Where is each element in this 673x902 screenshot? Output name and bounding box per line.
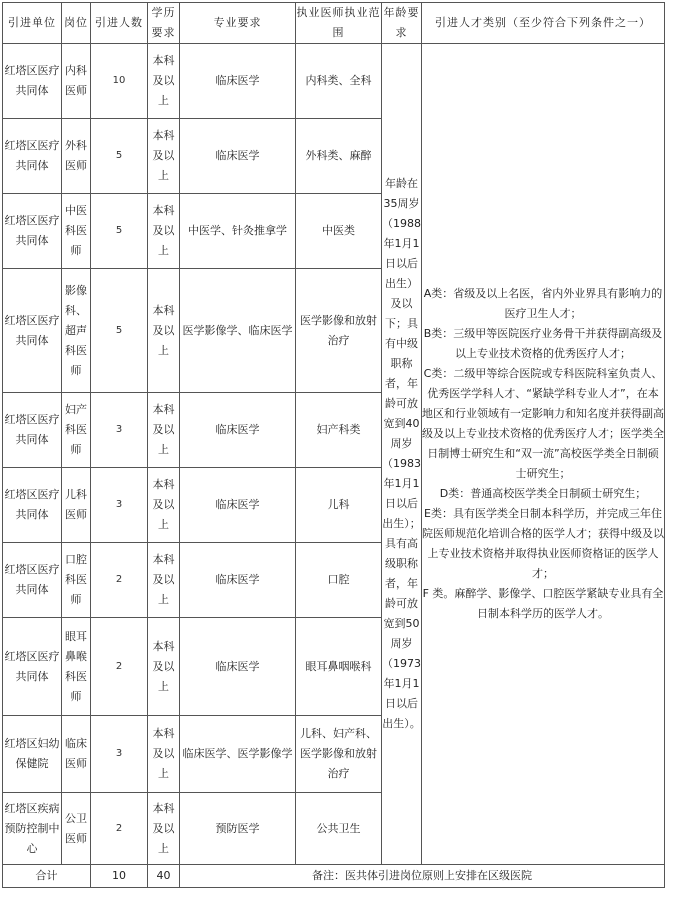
major-cell: 临床医学 (180, 468, 296, 543)
education-cell: 本科及以上 (148, 468, 180, 543)
talent-category-c: C类：二级甲等综合医院或专科医院科室负责人、优秀医学学科人才、“紧缺学科专业人才”，在本地区和行业领域有一定影响力和知名度并获得副高级及以上专业技术资格的优秀医疗人才；医学类全日制博士研究生和“双一流”高校医学类全日制硕士研究生； (422, 367, 664, 480)
header-major: 专业要求 (180, 3, 296, 44)
remark-note: 备注：医共体引进岗位原则上安排在区级医院 (180, 865, 665, 888)
post-cell: 口腔科医师 (62, 543, 91, 618)
major-cell: 临床医学 (180, 44, 296, 119)
education-cell: 本科及以上 (148, 543, 180, 618)
education-cell: 本科及以上 (148, 716, 180, 793)
major-cell: 临床医学 (180, 393, 296, 468)
unit-cell: 红塔区医疗共同体 (3, 194, 62, 269)
post-cell: 公卫医师 (62, 793, 91, 865)
education-cell: 本科及以上 (148, 119, 180, 194)
education-cell: 本科及以上 (148, 269, 180, 393)
unit-cell: 红塔区医疗共同体 (3, 393, 62, 468)
unit-cell: 红塔区医疗共同体 (3, 618, 62, 716)
scope-cell: 中医类 (296, 194, 382, 269)
post-cell: 中医科医师 (62, 194, 91, 269)
total-label: 合计 (3, 865, 91, 888)
scope-cell: 眼耳鼻咽喉科 (296, 618, 382, 716)
education-cell: 本科及以上 (148, 194, 180, 269)
unit-cell: 红塔区医疗共同体 (3, 44, 62, 119)
major-cell: 预防医学 (180, 793, 296, 865)
header-talent: 引进人才类别（至少符合下列条件之一） (422, 3, 665, 44)
post-cell: 儿科医师 (62, 468, 91, 543)
count-cell: 3 (91, 716, 148, 793)
education-cell: 本科及以上 (148, 793, 180, 865)
major-cell: 临床医学 (180, 543, 296, 618)
header-education: 学历要求 (148, 3, 180, 44)
talent-category-b: B类：三级甲等医院医疗业务骨干并获得副高级及以上专业技术资格的优秀医疗人才； (423, 327, 663, 360)
total-headcount: 40 (148, 865, 180, 888)
scope-cell: 公共卫生 (296, 793, 382, 865)
count-cell: 2 (91, 618, 148, 716)
unit-cell: 红塔区医疗共同体 (3, 269, 62, 393)
header-unit: 引进单位 (3, 3, 62, 44)
education-cell: 本科及以上 (148, 393, 180, 468)
age-requirement-cell: 年龄在35周岁（1988年1月1日以后出生）及以下；具有中级职称者，年龄可放宽到40周岁（1983年1月1日以后出生）；具有高级职称者，年龄可放宽到50周岁（1973年1月1日以后出生）。 (382, 44, 422, 865)
talent-category-f: F 类。麻醉学、影像学、口腔医学紧缺专业具有全日制本科学历的医学人才。 (422, 587, 664, 620)
talent-categories-cell (422, 44, 665, 865)
count-cell: 3 (91, 468, 148, 543)
post-cell: 妇产科医师 (62, 393, 91, 468)
scope-cell: 口腔 (296, 543, 382, 618)
post-cell: 外科医师 (62, 119, 91, 194)
scope-cell: 妇产科类 (296, 393, 382, 468)
total-row (3, 865, 665, 888)
total-post-count: 10 (91, 865, 148, 888)
post-cell: 内科医师 (62, 44, 91, 119)
count-cell: 2 (91, 543, 148, 618)
education-cell: 本科及以上 (148, 618, 180, 716)
header-post: 岗位 (62, 3, 91, 44)
major-cell: 中医学、针灸推拿学 (180, 194, 296, 269)
count-cell: 5 (91, 269, 148, 393)
scope-cell: 儿科 (296, 468, 382, 543)
header-scope: 执业医师执业范围 (296, 3, 382, 44)
unit-cell: 红塔区疾病预防控制中心 (3, 793, 62, 865)
count-cell: 10 (91, 44, 148, 119)
unit-cell: 红塔区医疗共同体 (3, 119, 62, 194)
header-count: 引进人数 (91, 3, 148, 44)
scope-cell: 内科类、全科 (296, 44, 382, 119)
scope-cell: 儿科、妇产科、医学影像和放射治疗 (296, 716, 382, 793)
header-row (3, 3, 665, 44)
post-cell: 影像科、超声科医师 (62, 269, 91, 393)
post-cell: 临床医师 (62, 716, 91, 793)
unit-cell: 红塔区妇幼保健院 (3, 716, 62, 793)
count-cell: 2 (91, 793, 148, 865)
major-cell: 临床医学 (180, 618, 296, 716)
count-cell: 5 (91, 194, 148, 269)
unit-cell: 红塔区医疗共同体 (3, 468, 62, 543)
scope-cell: 医学影像和放射治疗 (296, 269, 382, 393)
post-cell: 眼耳鼻喉科医师 (62, 618, 91, 716)
major-cell: 临床医学、医学影像学 (180, 716, 296, 793)
table-row (3, 44, 665, 119)
count-cell: 5 (91, 119, 148, 194)
recruitment-table (2, 2, 665, 888)
scope-cell: 外科类、麻醉 (296, 119, 382, 194)
header-age: 年龄要求 (382, 3, 422, 44)
count-cell: 3 (91, 393, 148, 468)
talent-category-d: D类：普通高校医学类全日制硕士研究生； (439, 487, 647, 500)
talent-category-a: A类：省级及以上名医，省内外业界具有影响力的医疗卫生人才； (423, 287, 663, 320)
major-cell: 医学影像学、临床医学 (180, 269, 296, 393)
education-cell: 本科及以上 (148, 44, 180, 119)
talent-category-e: E类：具有医学类全日制本科学历，并完成三年住院医师规范化培训合格的医学人才；获得中级及以上专业技术资格并取得执业医师资格证的医学人才； (422, 507, 664, 580)
major-cell: 临床医学 (180, 119, 296, 194)
unit-cell: 红塔区医疗共同体 (3, 543, 62, 618)
